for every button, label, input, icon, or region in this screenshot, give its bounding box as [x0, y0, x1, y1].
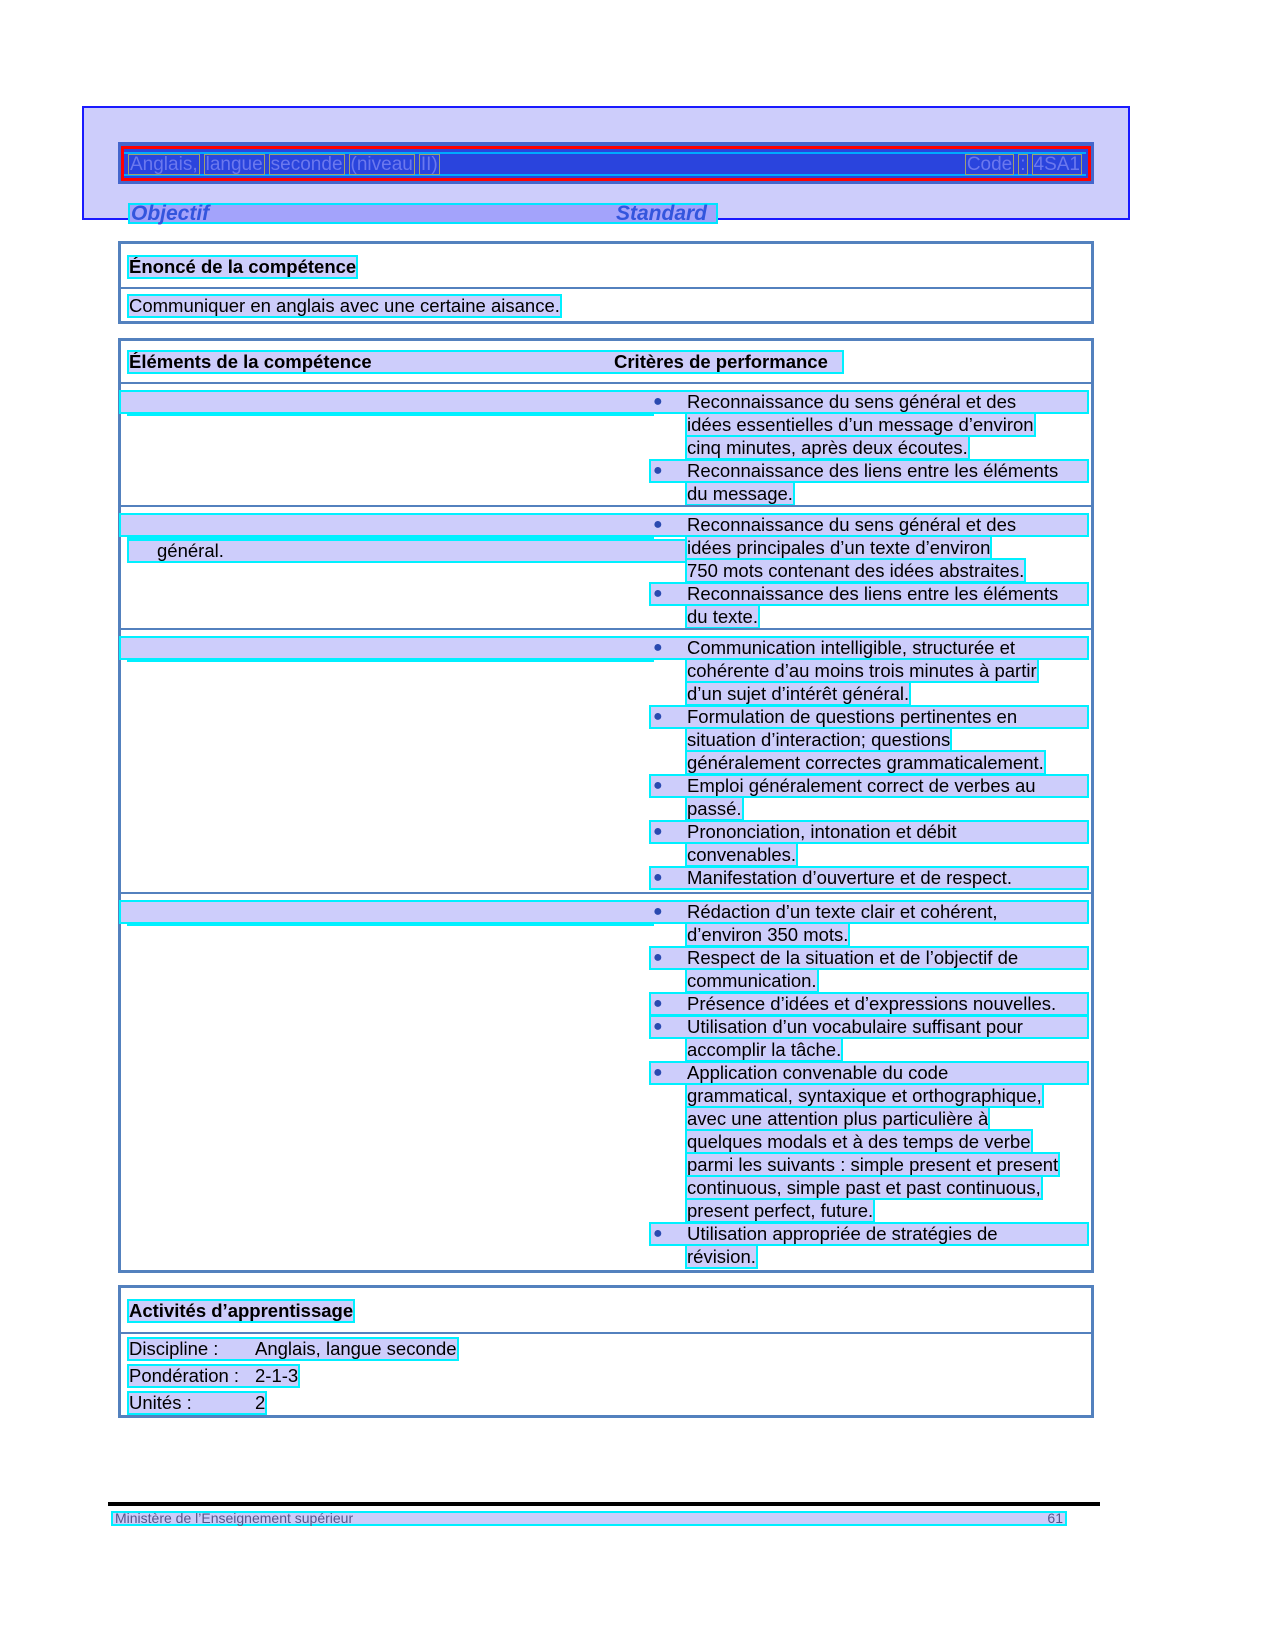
code-separator: : [1020, 153, 1026, 175]
element-row-4 [121, 892, 1091, 1272]
enonce-heading-row [121, 244, 1091, 287]
criterion: ● Formulation de questions pertinentes en situation d’interaction; questions généralement correctes grammaticalement. [651, 707, 1087, 773]
page-number: 61 [1047, 1510, 1063, 1526]
bullet-icon: ● [653, 393, 663, 410]
criteria-list [651, 515, 1087, 630]
bullet-icon: ● [653, 708, 663, 725]
bullet-icon: ● [653, 462, 663, 479]
criteria-list [651, 638, 1087, 891]
objectif-label: Objectif [131, 202, 210, 225]
course-title-bar [124, 152, 1086, 176]
footer-divider [108, 1502, 1100, 1506]
course-title-word: seconde [270, 153, 343, 175]
criterion: ● Respect de la situation et de l’objectif de communication. [651, 948, 1087, 991]
element-row-2 [121, 505, 1091, 628]
bullet-icon: ● [653, 869, 663, 886]
bullet-icon: ● [653, 949, 663, 966]
criterion: ● Emploi généralement correct de verbes au passé. [651, 776, 1087, 819]
footer-ministry: Ministère de l’Enseignement supérieur [115, 1510, 354, 1526]
criterion: ● Reconnaissance du sens général et des idées essentielles d’un message d’environ cinq minutes, après deux écoutes. [651, 392, 1087, 458]
criterion: ● Prononciation, intonation et débit convenables. [651, 822, 1087, 865]
activites-heading: Activités d’apprentissage [129, 1300, 354, 1321]
enonce-heading: Énoncé de la compétence [129, 256, 357, 277]
elements-header [129, 352, 842, 372]
criterion: ● Utilisation appropriée de stratégies de révision. [651, 1224, 1087, 1267]
criteria-list [651, 392, 1087, 507]
enonce-box [118, 241, 1094, 324]
elements-col-heading: Éléments de la compétence [129, 351, 372, 372]
criterion: ● Application convenable du code grammatical, syntaxique et orthographique, avec une attention plus particulière à quelques modals et à des temps de verbe parmi les suivants : simple present et present continuous, simple past et past continuous, present perfect, future. [651, 1063, 1087, 1221]
bullet-icon: ● [653, 1225, 663, 1242]
bullet-icon: ● [653, 1018, 663, 1035]
element-row-3 [121, 628, 1091, 892]
bullet-icon: ● [653, 995, 663, 1012]
code-label: Code [966, 153, 1013, 175]
criterion: ● Reconnaissance du sens général et des idées principales d’un texte d’environ 750 mots contenant des idées abstraites. [651, 515, 1087, 581]
criterion: ● Rédaction d’un texte clair et cohérent, d’environ 350 mots. [651, 902, 1087, 945]
element-row-1 [121, 382, 1091, 505]
ponderation-label: Pondération : [129, 1365, 240, 1386]
bullet-icon: ● [653, 903, 663, 920]
criterion: ● Reconnaissance des liens entre les éléments du message. [651, 461, 1087, 504]
criterion: ● Utilisation d’un vocabulaire suffisant pour accomplir la tâche. [651, 1017, 1087, 1060]
ponderation-field [129, 1366, 298, 1386]
activites-heading-row [121, 1288, 1091, 1332]
criterion: ● Manifestation d’ouverture et de respect. [651, 868, 1087, 888]
bullet-icon: ● [653, 516, 663, 533]
unites-label: Unités : [129, 1392, 192, 1413]
bullet-icon: ● [653, 823, 663, 840]
bullet-icon: ● [653, 777, 663, 794]
course-code [965, 154, 1082, 175]
discipline-value: Anglais, langue seconde [255, 1338, 457, 1359]
enonce-text-row [121, 287, 1091, 321]
elements-header-row [121, 341, 1091, 382]
criterion: ● Reconnaissance des liens entre les éléments du texte. [651, 584, 1087, 627]
course-title-word: (niveau [350, 153, 413, 175]
activites-details-row [121, 1332, 1091, 1415]
activites-box [118, 1285, 1094, 1418]
bullet-icon: ● [653, 585, 663, 602]
unites-field [129, 1393, 265, 1413]
standard-label: Standard [616, 202, 708, 225]
footer [111, 1511, 1067, 1526]
ponderation-value: 2-1-3 [255, 1365, 299, 1386]
criterion: ● Présence d’idées et d’expressions nouvelles. [651, 994, 1087, 1014]
code-value: 4SA1 [1033, 153, 1080, 175]
course-title [128, 154, 444, 175]
discipline-label: Discipline : [129, 1338, 219, 1359]
bullet-icon: ● [653, 1064, 663, 1081]
course-title-word: Anglais, [130, 153, 198, 175]
discipline-field [129, 1339, 457, 1359]
objective-standard-heading [128, 203, 718, 224]
elements-box [118, 338, 1094, 1273]
criterion: ● Communication intelligible, structurée et cohérente d’au moins trois minutes à partir d’un sujet d’intérêt général. [651, 638, 1087, 704]
criteria-list [651, 902, 1087, 1270]
bullet-icon: ● [653, 639, 663, 656]
element-line: général. [129, 541, 762, 561]
course-title-word: II) [420, 153, 438, 175]
criteria-col-heading: Critères de performance [614, 351, 828, 372]
unites-value: 2 [255, 1392, 266, 1413]
enonce-text: Communiquer en anglais avec une certaine aisance. [129, 295, 560, 316]
course-title-word: langue [205, 153, 263, 175]
